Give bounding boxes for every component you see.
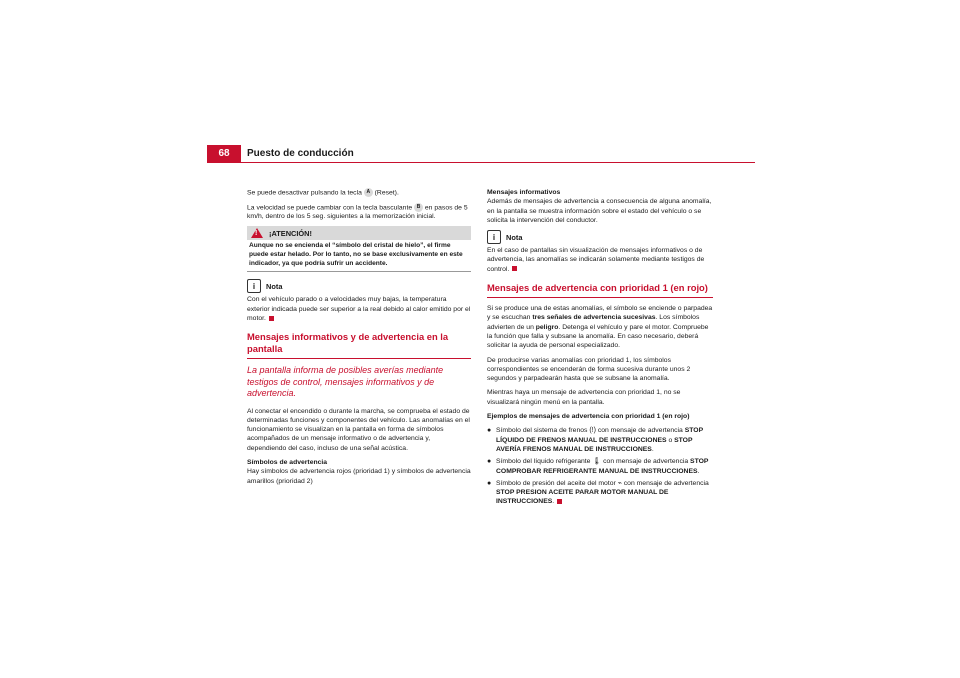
symbols-heading: Símbolos de advertencia [247,459,328,467]
anomaly-paragraph: Si se produce una de estas anomalías, el símbolo se enciende o parpadea y se escuchan tres señales de advertencia sucesivas. Los símbolos advierten de un peligro. Detenga el vehículo y pare el motor. Compruebe la función que falla y subsane la anomalía. En caso necesario, deberá solicitar la ayuda de personal especializado. [487,305,713,350]
list-item: ● Símbolo de presión del aceite del motor ⌁ con mensaje de advertencia STOP PRESION ACEITE PARAR MOTOR MANUAL DE INSTRUCCIONES. [487,479,709,506]
warning-body: Aunque no se encienda el “símbolo del cristal de hielo”, el firme puede estar helado. Por lo tanto, no se base exclusivamente en este indicador, ya que podría sufrir un accidente. [247,240,471,272]
list-item: ● Símbolo del sistema de frenos (!) con mensaje de advertencia STOP LÍQUIDO DE FRENOS MANUAL DE INSTRUCCIONES o STOP AVERÍA FRENOS MANUAL DE INSTRUCCIONES. [487,427,703,453]
header-rule [207,162,755,163]
menu-paragraph: Mientras haya un mensaje de advertencia con prioridad 1, no se visualizará ningún menú en la pantalla. [487,389,681,406]
bullet-icon: ● [487,458,492,466]
symbols-paragraph: Símbolos de advertencia Hay símbolos de advertencia rojos (prioridad 1) y símbolos de advertencia amarillos (prioridad 2) [247,459,471,485]
info-paragraph: Mensajes informativos Además de mensajes de advertencia a consecuencia de alguna anomalía, en la pantalla se muestra información sobre el estado del vehículo o se solicita la intervención del conductor. [487,189,712,224]
bullet-icon: ● [487,479,492,487]
multiple-anomalies-paragraph: De producirse varias anomalías con prioridad 1, los símbolos correspondientes se encenderán de forma sucesiva durante unos 2 segundos y parpadearán hasta que se subsane la anomalía. [487,356,691,383]
bullet-icon: ● [487,427,492,435]
right-column [487,188,713,510]
oil-can-icon: ⌁ [617,479,622,487]
info-heading: Mensajes informativos [487,189,561,196]
warning-triangle-icon [251,228,263,238]
speed-paragraph: La velocidad se puede cambiar con la tecla basculante B en pasos de 5 km/h, dentro de los 5 seg. siguientes a la memorización inicial. [247,203,468,221]
note-info-icon: i [247,279,261,293]
section-title-messages: Mensajes informativos y de advertencia en la pantalla [247,331,471,359]
note-header-2: i Nota [487,230,713,244]
key-b-icon: B [414,203,423,212]
left-column [247,188,471,491]
list-item: ● Símbolo del líquido refrigerante 🌡 con mensaje de advertencia STOP COMPROBAR REFRIGERANTE MANUAL DE INSTRUCCIONES. [487,458,709,475]
warning-box [247,226,471,272]
page-number: 68 [207,145,241,162]
reset-paragraph: Se puede desactivar pulsando la tecla A (Reset). [247,189,399,197]
page-header-title: Puesto de conducción [247,148,354,159]
coolant-thermometer-icon: 🌡 [592,458,602,466]
note-body-2: En el caso de pantallas sin visualización de mensajes informativos o de advertencia, las anomalías se indicarán solamente mediante testigos de control. [487,247,705,273]
key-a-icon: A [364,188,373,197]
note-header: i Nota [247,279,471,293]
examples-heading: Ejemplos de mensajes de advertencia con prioridad 1 (en rojo) [487,413,690,421]
brake-system-icon: (!) [589,427,596,435]
section-subtitle: La pantalla informa de posibles averías mediante testigos de control, mensajes informativos y de advertencia. [247,365,444,399]
note-info-icon: i [487,230,501,244]
end-square-icon [557,499,562,504]
status-paragraph: Al conectar el encendido o durante la marcha, se comprueba el estado de determinadas funciones y componentes del vehículo. Las anomalías en el funcionamiento se visualizan en la pantalla en forma de símbolos acompañados de un mensaje informativo o de advertencia y, dependiendo del caso, incluso de una señal acústica. [247,407,470,452]
warning-header: ! ¡ATENCIÓN! [247,226,471,240]
end-square-icon [269,316,274,321]
section-title-priority: Mensajes de advertencia con prioridad 1 (en rojo) [487,282,713,298]
end-square-icon [512,266,517,271]
note-body: Con el vehículo parado o a velocidades muy bajas, la temperatura exterior indicada puede ser superior a la real debido al calor emitido por el motor. [247,296,471,322]
